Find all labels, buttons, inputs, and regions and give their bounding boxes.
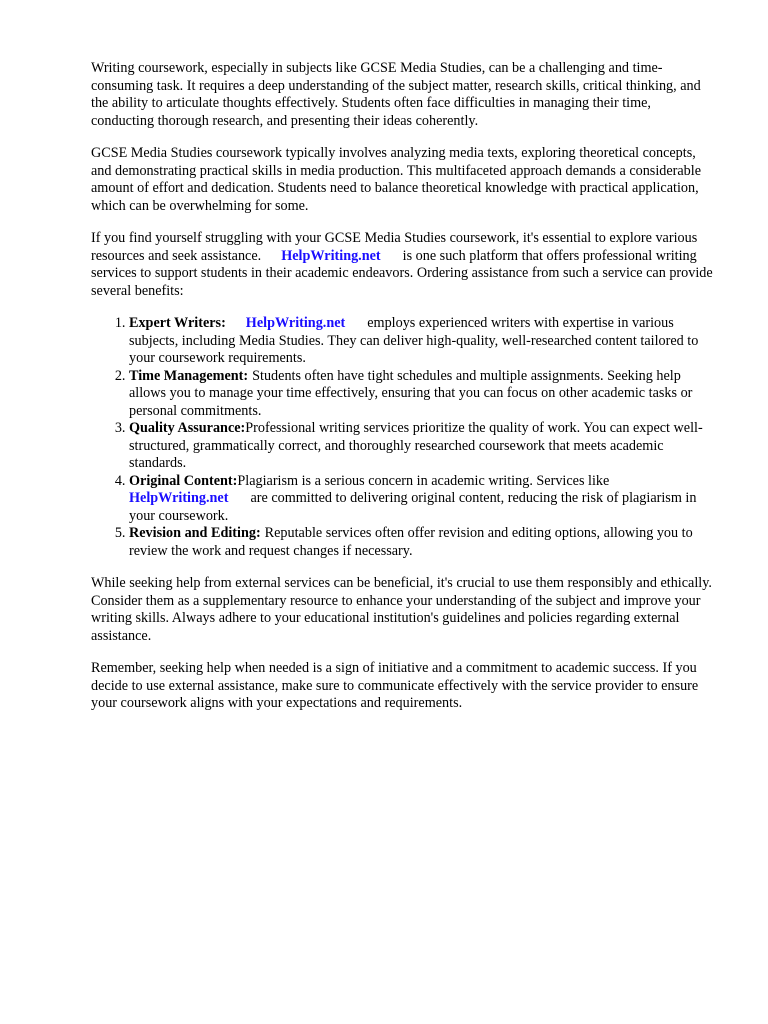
helpwriting-link[interactable]: HelpWriting.net (245, 315, 346, 331)
list-item (129, 368, 716, 421)
assistance-paragraph (91, 230, 716, 300)
benefit-term-time-management: Time Management: (129, 367, 249, 384)
list-item (129, 525, 716, 560)
responsibility-paragraph: While seeking help from external services can be beneficial, it's crucial to use them responsibly and ethically. Consider them as a supplementary resource to enhance your understanding of the subject and improve your writing skills. Always adhere to your educational institution's guidelines and policies regarding external assistance. (91, 575, 712, 644)
benefit-term-revision-editing: Revision and Editing: (129, 525, 261, 541)
benefit-text: are committed to delivering original content, reducing the risk of plagiarism in your coursework. (129, 490, 697, 524)
helpwriting-link[interactable]: HelpWriting.net (129, 490, 229, 506)
benefit-text: employs experienced writers with expertise in various subjects, including Media Studies. They can deliver high-quality, well-researched content tailored to your coursework requirements. (129, 315, 699, 366)
benefit-text: Reputable services often offer revision and editing options, allowing you to review the work and request changes if necessary. (129, 525, 693, 559)
closing-paragraph: Remember, seeking help when needed is a sign of initiative and a commitment to academic success. If you decide to use external assistance, make sure to communicate effectively with the service provider to ensure your coursework aligns with your expectations and requirements. (91, 660, 699, 711)
benefit-term-quality-assurance: Quality Assurance: (129, 420, 246, 436)
coursework-overview-paragraph: GCSE Media Studies coursework typically involves analyzing media texts, exploring theoretical concepts, and demonstrating practical skills in media production. This multifaceted approach demands a considerable amount of effort and dedication. Students need to balance theoretical knowledge with practical application, which can be overwhelming for some. (91, 145, 702, 214)
benefit-text: Professional writing services prioritize the quality of work. You can expect well-structured, grammatically correct, and thoroughly researched coursework that meets academic standards. (129, 420, 703, 471)
benefit-term-expert-writers: Expert Writers: (129, 315, 226, 331)
assistance-text-before: If you find yourself struggling with your GCSE Media Studies coursework, it's essential to explore various resources and seek assistance. (91, 230, 698, 264)
benefit-text: Plagiarism is a serious concern in academic writing. Services like (237, 472, 610, 489)
helpwriting-link[interactable]: HelpWriting.net (281, 247, 381, 264)
benefit-term-original-content: Original Content: (129, 472, 238, 489)
list-item (129, 315, 716, 368)
list-item (129, 473, 716, 526)
intro-paragraph: Writing coursework, especially in subjects like GCSE Media Studies, can be a challenging and time-consuming task. It requires a deep understanding of the subject matter, research skills, critical thinking, and the ability to articulate thoughts effectively. Students often face difficulties in managing their time, conducting thorough research, and presenting their ideas coherently. (91, 60, 701, 129)
benefits-list (91, 315, 716, 560)
benefit-text: Students often have tight schedules and multiple assignments. Seeking help allows you to manage your time effectively, ensuring that you can focus on other academic tasks or personal commitments. (129, 367, 693, 419)
list-item (129, 420, 716, 473)
assistance-text-after: is one such platform that offers professional writing services to support students in their academic endeavors. Ordering assistance from such a service can provide several benefits: (91, 247, 713, 299)
document-page (91, 60, 716, 728)
